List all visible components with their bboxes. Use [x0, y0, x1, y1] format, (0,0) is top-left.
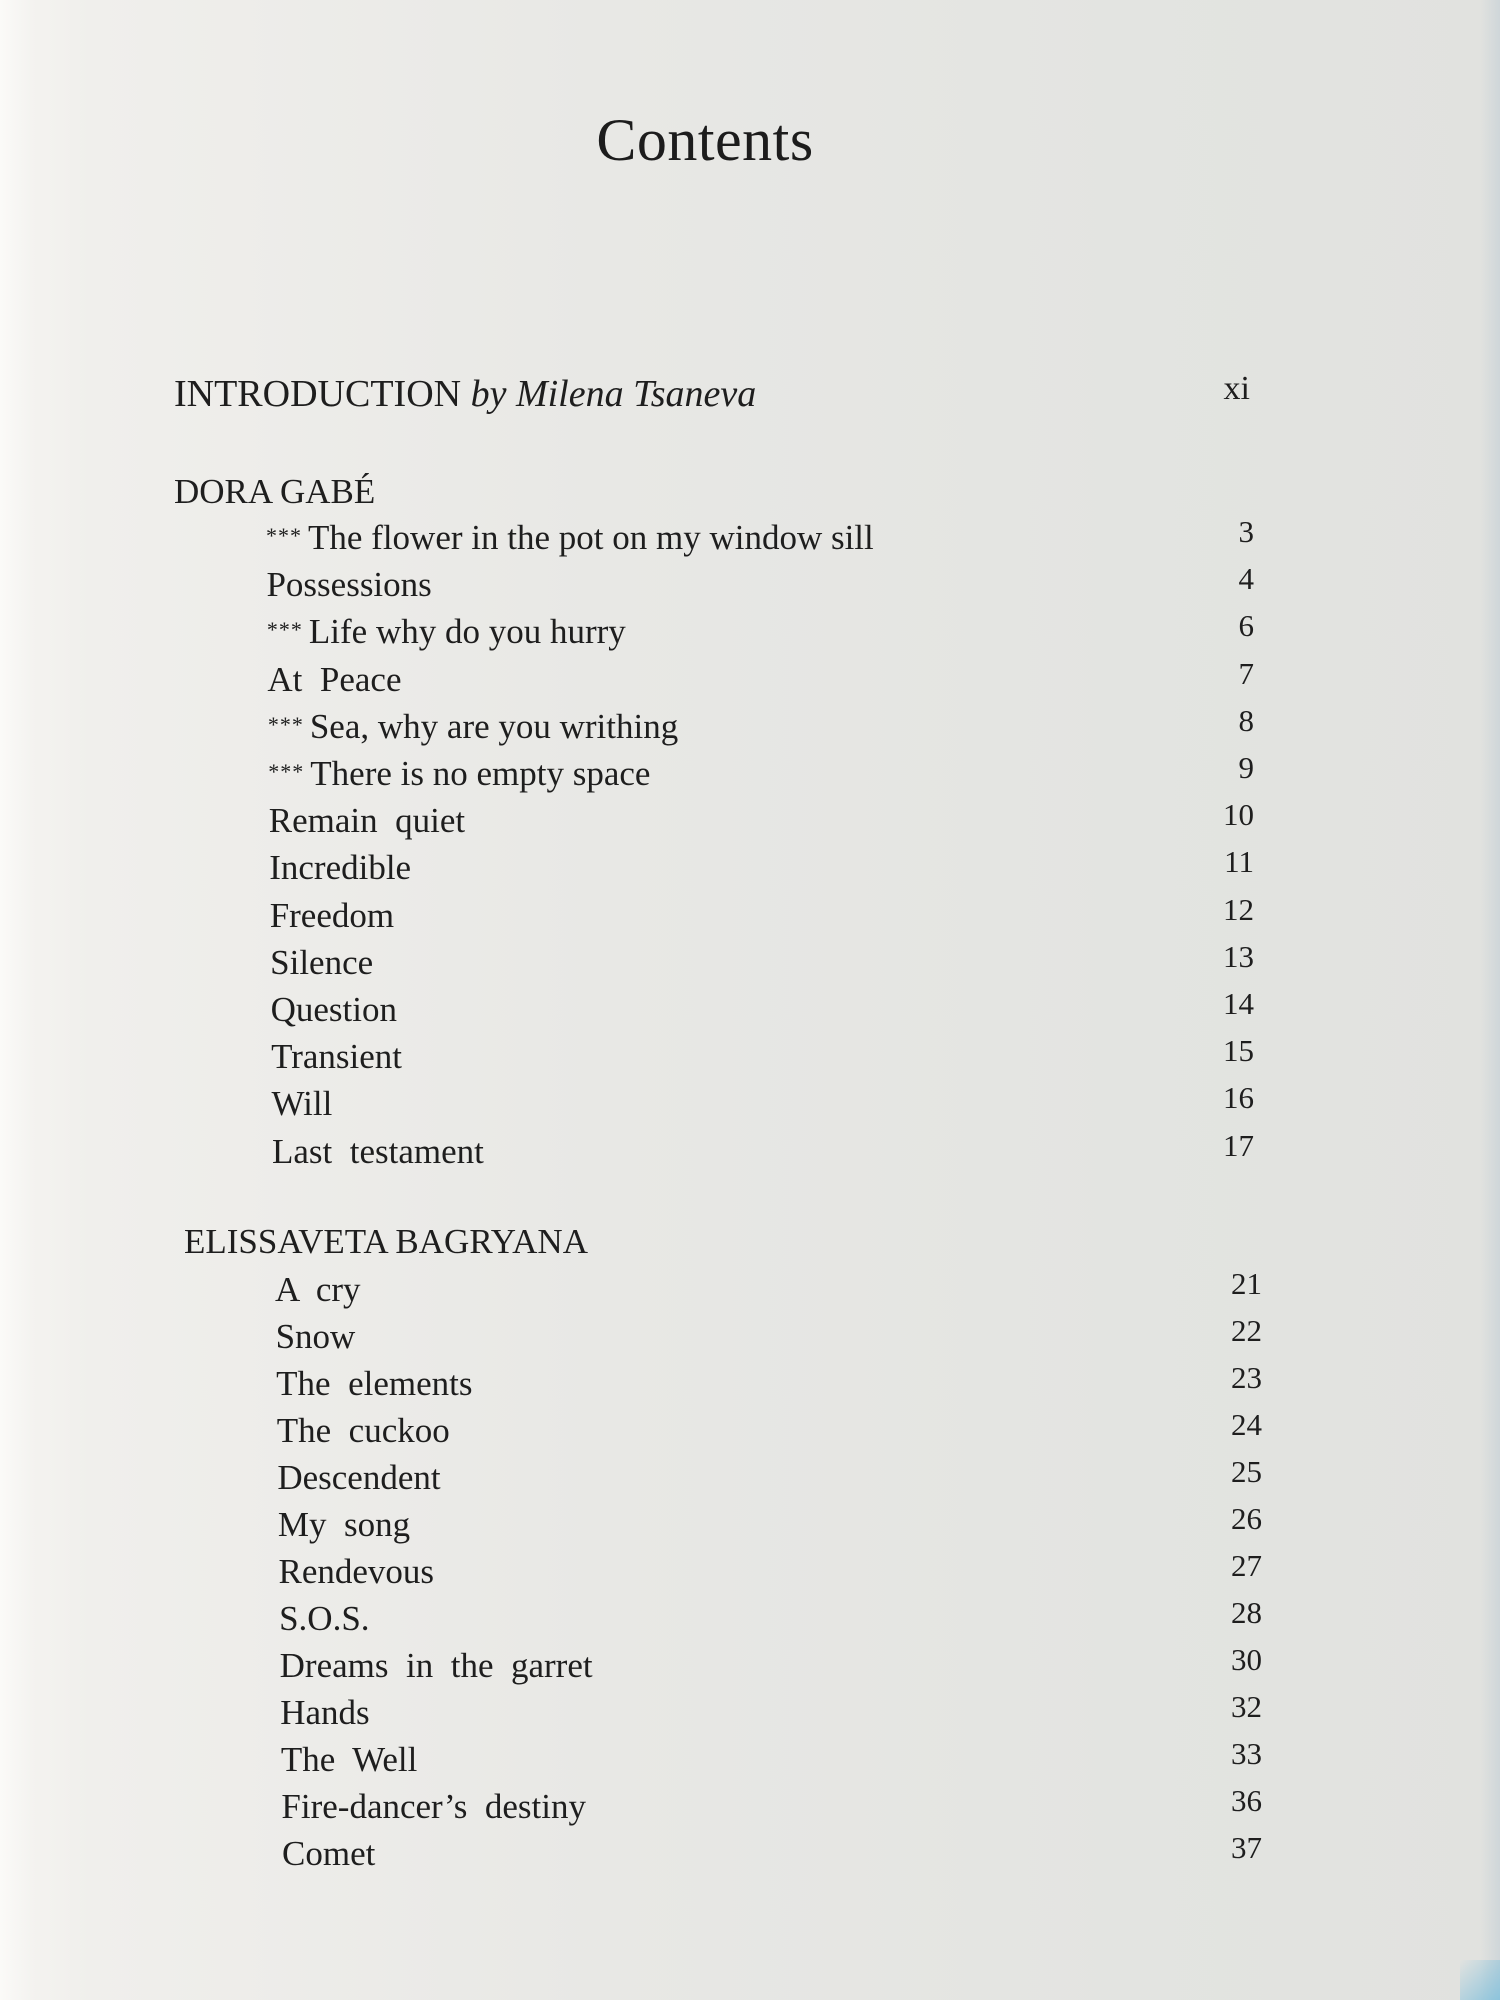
- toc-entry-page-number: 25: [1231, 1454, 1262, 1489]
- toc-entry-text: Comet: [282, 1834, 376, 1873]
- toc-entry-page-number: 36: [1231, 1783, 1262, 1818]
- introduction-by: by: [470, 373, 507, 415]
- toc-entry-title: [280, 1646, 593, 1686]
- toc-entry-page-number: 27: [1231, 1548, 1262, 1583]
- toc-entry-page-number: 17: [1223, 1127, 1254, 1163]
- asterisks-mark: ***: [267, 711, 304, 737]
- toc-entry-text: There is no empty space: [310, 754, 651, 793]
- toc-entry-title: [281, 1787, 586, 1827]
- toc-entry-title: [275, 1270, 361, 1310]
- toc-entry-page-number: 6: [1238, 608, 1254, 644]
- toc-entry-text: Fire-dancer’s destiny: [281, 1787, 586, 1826]
- toc-entry-page-number: 15: [1223, 1033, 1254, 1069]
- toc-entry-page-number: 8: [1238, 702, 1254, 738]
- introduction-author: Milena Tsaneva: [515, 373, 757, 415]
- toc-entry-page-number: 12: [1223, 891, 1254, 927]
- toc-entry-text: Snow: [275, 1317, 356, 1356]
- page-gutter: [0, 0, 60, 2000]
- toc-entry-text: S.O.S.: [279, 1599, 370, 1638]
- toc-entry-text: Descendent: [277, 1458, 441, 1497]
- section-heading: ELISSAVETA BAGRYANA: [184, 1222, 588, 1261]
- toc-entry-page-number: 22: [1231, 1313, 1262, 1348]
- asterisks-mark: ***: [268, 759, 305, 784]
- toc-entry-page-number: 7: [1238, 655, 1254, 691]
- toc-entry-title: [269, 848, 411, 888]
- toc-entry-title: [277, 1411, 450, 1451]
- toc-entry-page-number: 16: [1223, 1080, 1254, 1116]
- section-heading: DORA GABÉ: [174, 472, 376, 511]
- toc-entry-page-number: 30: [1231, 1642, 1262, 1677]
- toc-entry-page-number: 32: [1231, 1689, 1262, 1724]
- toc-entry-title: [279, 1599, 369, 1639]
- toc-entry-title: [278, 1505, 410, 1545]
- toc-entry-text: At Peace: [267, 659, 402, 699]
- introduction-page-number: xi: [1223, 370, 1250, 407]
- toc-entry-page-number: 33: [1231, 1736, 1262, 1771]
- toc-entry-title: [270, 896, 394, 936]
- introduction-entry: [174, 372, 756, 416]
- toc-entry-page-number: 28: [1231, 1595, 1262, 1630]
- toc-entry-text: A cry: [275, 1270, 361, 1309]
- toc-entry-page-number: 24: [1231, 1407, 1262, 1442]
- toc-entry-text: Sea, why are you writhing: [309, 706, 679, 746]
- page-corner: [1460, 1960, 1500, 2000]
- toc-entry-text: Question: [270, 990, 397, 1029]
- toc-entry-text: Will: [271, 1084, 333, 1124]
- toc-entry-text: Incredible: [269, 848, 412, 888]
- toc-entry-title: [280, 1693, 369, 1733]
- toc-entry-title: [276, 1364, 472, 1404]
- toc-entry-text: Hands: [280, 1693, 370, 1732]
- toc-entry-title: [267, 612, 626, 652]
- toc-entry-title: [266, 565, 431, 605]
- toc-entry-title: [270, 943, 373, 983]
- introduction-label: INTRODUCTION: [174, 373, 462, 415]
- toc-entry-text: The cuckoo: [276, 1411, 450, 1450]
- toc-entry-title: [267, 660, 401, 700]
- toc-entry-title: [269, 801, 465, 841]
- toc-entry-title: [277, 1458, 440, 1498]
- toc-entry-text: My song: [277, 1505, 411, 1544]
- toc-entry-title: [268, 707, 678, 747]
- toc-entry-title: [276, 1317, 356, 1357]
- toc-entry-text: Rendevous: [278, 1552, 435, 1591]
- toc-entry-title: [279, 1552, 435, 1592]
- toc-entry-text: Silence: [270, 942, 374, 982]
- toc-entry-page-number: 37: [1231, 1830, 1262, 1865]
- toc-entry-text: Possessions: [266, 565, 432, 605]
- toc-entry-title: [268, 754, 650, 794]
- toc-entry-page-number: 9: [1238, 750, 1254, 785]
- toc-entry-title: [282, 1834, 375, 1874]
- toc-entry-page-number: 21: [1231, 1266, 1262, 1301]
- toc-entry-text: Dreams in the garret: [279, 1646, 593, 1685]
- toc-entry-text: The elements: [276, 1364, 473, 1403]
- toc-entry-page-number: 11: [1224, 844, 1254, 880]
- toc-entry-page-number: 3: [1238, 514, 1254, 549]
- toc-entry-text: Remain quiet: [268, 801, 466, 841]
- toc-entry-text: The Well: [280, 1740, 418, 1779]
- toc-entry-title: [271, 1037, 402, 1077]
- page-title: Contents: [596, 107, 814, 173]
- toc-entry-text: Transient: [271, 1037, 403, 1077]
- toc-entry-title: [271, 990, 397, 1030]
- page-edge: [1480, 0, 1500, 2000]
- toc-entry-title: [272, 1084, 333, 1124]
- toc-entry-title: [281, 1740, 418, 1780]
- toc-entry-text: Freedom: [269, 895, 395, 935]
- toc-entry-page-number: 14: [1223, 986, 1254, 1021]
- toc-entry-page-number: 23: [1231, 1360, 1262, 1395]
- toc-entry-page-number: 10: [1223, 797, 1254, 833]
- toc-entry-page-number: 26: [1231, 1501, 1262, 1536]
- toc-entry-title: [266, 518, 874, 558]
- toc-entry-text: Life why do you hurry: [308, 612, 626, 652]
- asterisks-mark: ***: [266, 523, 302, 548]
- toc-entry-page-number: 13: [1223, 938, 1254, 974]
- toc-entry-text: Last testament: [272, 1131, 484, 1171]
- toc-entry-text: The flower in the pot on my window sill: [308, 518, 874, 557]
- asterisks-mark: ***: [266, 617, 303, 643]
- toc-entry-title: [272, 1132, 484, 1172]
- toc-entry-page-number: 4: [1238, 561, 1254, 597]
